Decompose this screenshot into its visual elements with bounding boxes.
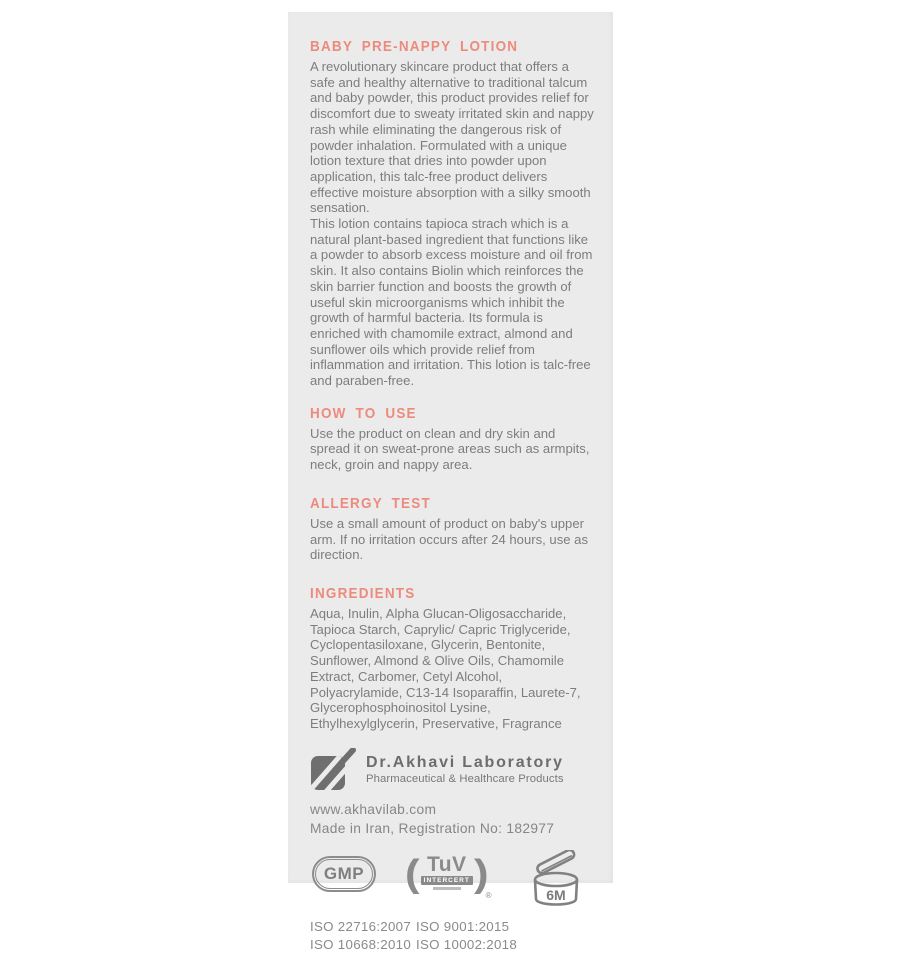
gmp-label: GMP: [323, 863, 365, 883]
brand-text: [366, 754, 564, 786]
section-how-to-use: [310, 405, 593, 473]
brand-name: Dr.Akhavi Laboratory: [366, 753, 564, 771]
panel-content: [288, 12, 613, 955]
period-after-opening-icon: [526, 850, 588, 906]
brand-tagline: Pharmaceutical & Healthcare Products: [366, 772, 564, 785]
tuv-right-swoosh: ): [473, 852, 489, 895]
gmp-badge-icon: [312, 856, 376, 892]
description-paragraph-1: A revolutionary skincare product that offers a safe and healthy alternative to traditional talcum and baby powder, this product provides relief for discomfort due to sweaty irritated skin and nappy rash while eliminating the dangerous risk of powder inhalation. Formulated with a unique lotion texture that dries into powder upon application, this talc-free product delivers effective moisture absorption with a silky smooth sensation.: [310, 59, 594, 216]
certification-badges-row: [310, 854, 593, 906]
tuv-iso-column: [416, 918, 517, 955]
tuv-core: [421, 854, 473, 890]
tuv-intercert-label: INTERCERT: [421, 876, 473, 885]
tuv-left-swoosh: (: [405, 852, 420, 895]
registered-trademark-symbol: ®: [485, 890, 492, 900]
section-ingredients: [310, 585, 593, 732]
tuv-microtext-line: [433, 887, 461, 890]
ingredients-list: Aqua, Inulin, Alpha Glucan-Oligosaccharide, Tapioca Starch, Caprylic/ Capric Triglyceride, Cyclopentasiloxane, Glycerin, Bentonite, Sunflower, Almond & Olive Oils, Chamomile Extract, Carbomer, Cetyl Alcohol, Polyacrylamide, C13-14 Isoparaffin, Laurete-7, Glycerophosphoinositol Lysine, Ethylhexylglycerin, Preservative, Fragrance: [310, 605, 581, 731]
iso-certifications-row: [310, 918, 593, 955]
tuv-intercert-badge-icon: [405, 852, 492, 900]
brand-block: [310, 748, 593, 792]
tuv-label: TuV: [426, 852, 467, 876]
brand-website: www.akhavilab.com: [310, 801, 437, 817]
section-allergy-test: [310, 495, 593, 563]
allergy-test-paragraph: Use a small amount of product on baby's upper arm. If no irritation occurs after 24 hours, use as direction.: [310, 515, 588, 563]
section-heading-ingredients: INGREDIENTS: [310, 584, 416, 602]
iso-line: ISO 10002:2018: [416, 937, 518, 953]
description-paragraph-2: This lotion contains tapioca strach which is a natural plant-based ingredient that functions like a powder to absorb excess moisture and oil from skin. It also contains Biolin which reinforces the skin barrier function and boosts the growth of useful skin microorganisms which inhibit the growth of harmful bacteria. Its formula is enriched with chamomile extract, almond and sunflower oils which provide relief from inflammation and irritation. This lotion is talc-free and paraben-free.: [310, 216, 593, 389]
packaging-back-panel: [288, 12, 613, 953]
section-heading-product-name: BABY PRE-NAPPY LOTION: [310, 38, 519, 55]
iso-line: ISO 22716:2007: [310, 918, 412, 934]
iso-line: ISO 9001:2015: [416, 918, 510, 934]
gmp-iso-column: [310, 918, 416, 955]
section-heading-how-to-use: HOW TO USE: [310, 404, 417, 421]
how-to-use-paragraph: Use the product on clean and dry skin and spread it on sweat-prone areas such as armpits, neck, groin and nappy area.: [310, 425, 590, 473]
period-after-opening-label: 6M: [545, 886, 566, 903]
dr-akhavi-logo-icon: [310, 748, 356, 792]
section-description: [310, 38, 593, 389]
origin-registration-line: Made in Iran, Registration No: 182977: [310, 820, 555, 836]
section-heading-allergy-test: ALLERGY TEST: [310, 494, 431, 512]
iso-line: ISO 10668:2010: [310, 937, 412, 953]
